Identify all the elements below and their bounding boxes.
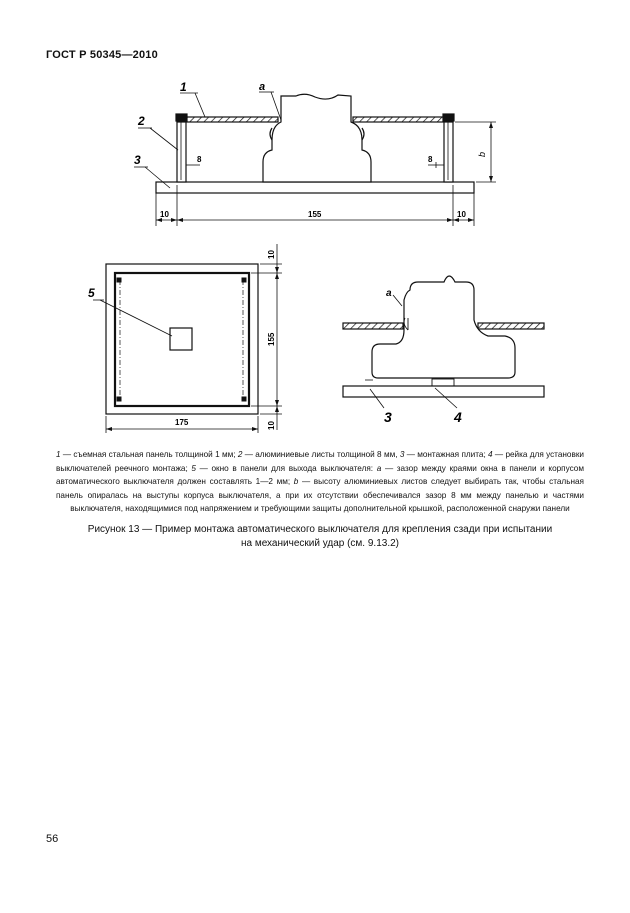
legend-text-a: — зазор между краями окна в панели и корпусом автоматического выключателя должен составлять 1—2 мм; [56, 463, 584, 487]
callout-5: 5 [88, 286, 95, 300]
detail-panel-left [343, 323, 403, 329]
dim-plan-top-10: 10 [267, 250, 276, 259]
callout-1: 1 [180, 80, 187, 94]
detail-panel-right [478, 323, 544, 329]
caption-line-2: на механический удар (см. 9.13.2) [240, 538, 400, 549]
legend-key-1: 1 [56, 450, 61, 459]
legend-text-1: — съемная стальная панель толщиной 1 мм; [60, 450, 238, 459]
steel-panel-left [177, 117, 278, 122]
callout-4: 4 [454, 409, 462, 425]
callout-2: 2 [138, 114, 145, 128]
legend-text-5: — окно в панели для выхода выключателя: [195, 463, 377, 473]
detail-view [343, 276, 544, 408]
left-aluminium-sheet [177, 120, 186, 182]
legend-key-5: 5 [191, 463, 196, 473]
legend-text-b: — высоту алюминиевых листов следует выбирать так, чтобы стальная панель опиралась на выступы корпуса выключателя, а при их отсутствии обеспечивался зазор 8 мм между панелью и частями выключателя, находящимися под напряжением и требующими защиты дополнительной крышкой, расположенной снаружи панели [56, 477, 584, 514]
legend-key-3: 3 [399, 450, 405, 459]
plan-view [93, 244, 282, 433]
caption-line-1: Рисунок 13 — Пример монтажа автоматического выключателя для крепления сзади при испытании [87, 524, 553, 535]
steel-panel-right [353, 117, 453, 122]
detail-rail [432, 379, 454, 386]
right-aluminium-sheet [444, 120, 453, 182]
panel-window [170, 328, 192, 350]
legend-text-4: — рейка для установки выключателей реечного монтажа; [56, 450, 584, 473]
legend-key-b: b [293, 477, 299, 487]
callout-3-top: 3 [134, 153, 141, 167]
dim-plan-175: 175 [175, 418, 189, 427]
section-view-top [134, 92, 496, 226]
legend-key-2: 2 [237, 450, 243, 459]
figure-caption [56, 523, 584, 551]
legend-key-a: а [376, 463, 382, 473]
dim-plan-155: 155 [267, 332, 276, 346]
callout-a-detail: a [386, 288, 392, 299]
legend-text-2: — алюминиевые листы толщиной 8 мм, [242, 450, 400, 459]
dim-right-10: 10 [457, 210, 466, 219]
callout-a-top: a [259, 81, 266, 93]
dim-gap-left-8: 8 [197, 155, 202, 164]
callout-b: b [477, 151, 487, 157]
standard-header: ГОСТ Р 50345—2010 [46, 49, 158, 61]
dim-gap-right-8: 8 [428, 155, 433, 164]
plan-inner [115, 273, 249, 406]
page-number: 56 [46, 833, 59, 845]
callout-3-detail: 3 [384, 409, 392, 425]
legend-text-3: — монтажная плита; [404, 450, 489, 459]
breaker-body-top [263, 94, 371, 182]
plan-outer [106, 264, 258, 414]
figure-legend [56, 448, 584, 516]
dim-155: 155 [308, 210, 322, 219]
mounting-plate [156, 182, 474, 193]
legend-key-4: 4 [488, 450, 493, 459]
dim-plan-bottom-10: 10 [267, 421, 276, 430]
dim-left-10: 10 [160, 210, 169, 219]
